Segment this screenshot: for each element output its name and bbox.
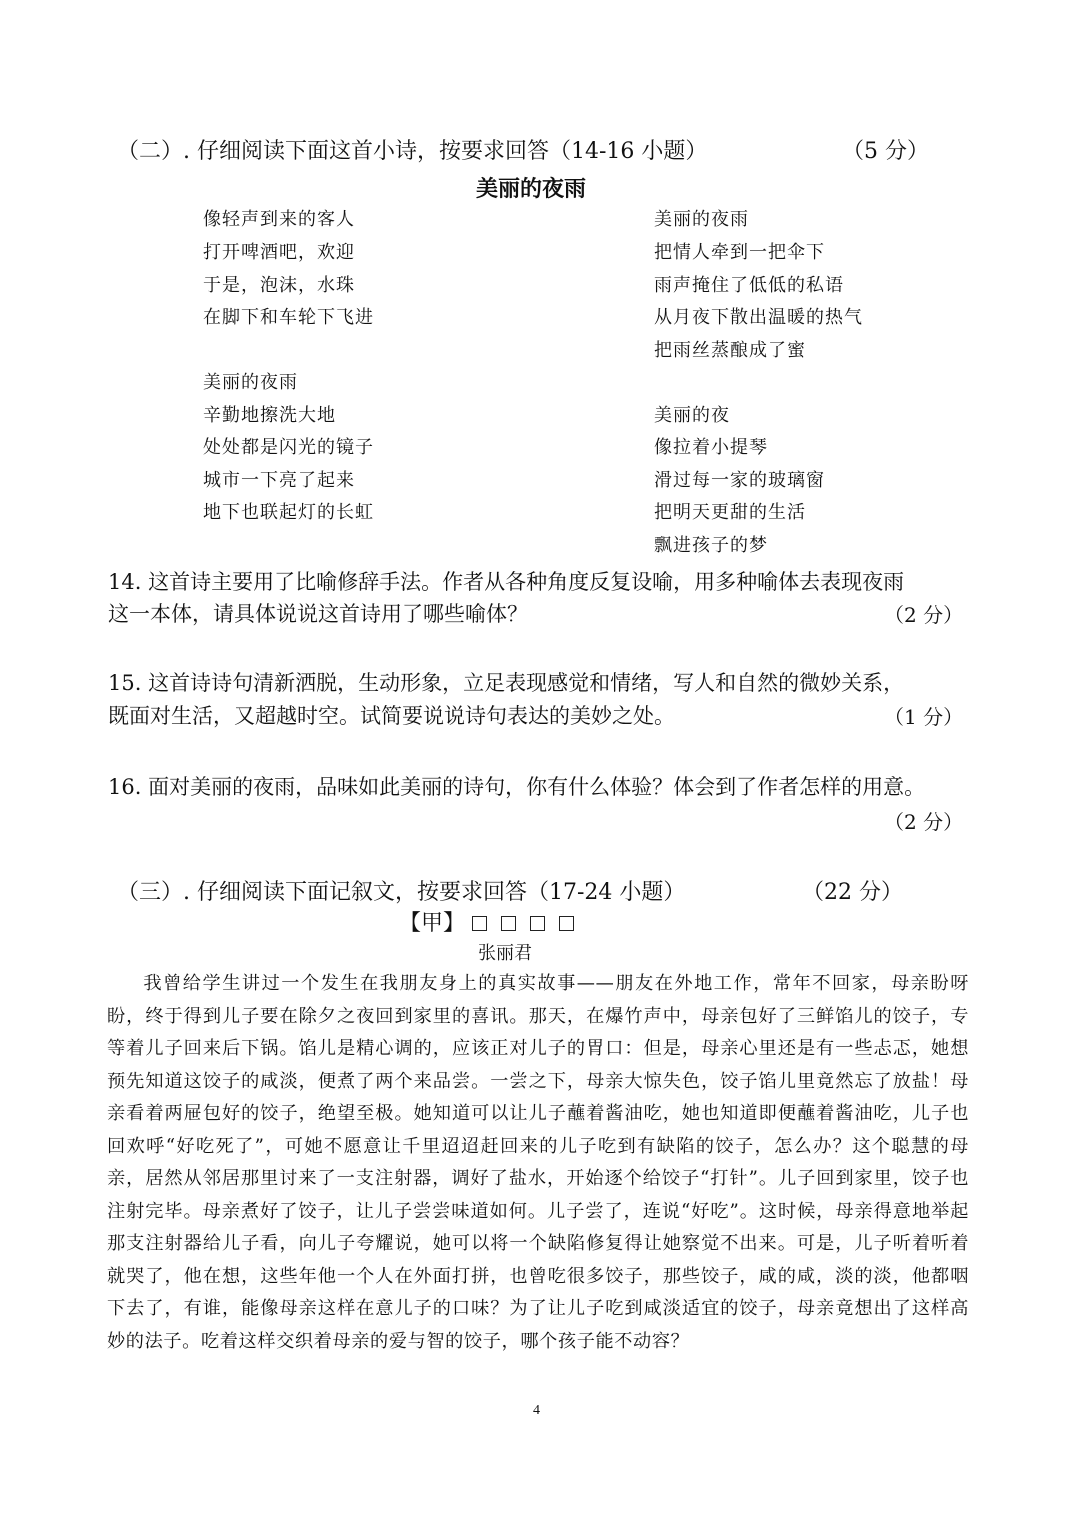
blank-box <box>530 916 545 931</box>
question-14-score: （2 分） <box>884 603 964 627</box>
poem-line: 把情人牵到一把伞下 <box>654 242 825 263</box>
question-14-line2: 这一本体，请具体说说这首诗用了哪些喻体？ <box>108 602 528 626</box>
author: 张丽君 <box>478 943 532 964</box>
poem-line: 像拉着小提琴 <box>654 437 768 458</box>
question-16-score: （2 分） <box>884 810 964 834</box>
question-14-line1: 14. 这首诗主要用了比喻修辞手法。作者从各种角度反复设喻，用多种喻体去表现夜雨 <box>108 570 905 594</box>
poem-line: 雨声掩住了低低的私语 <box>654 275 844 296</box>
poem-line: 地下也联起灯的长虹 <box>203 502 374 523</box>
poem-line: 美丽的夜 <box>654 405 730 426</box>
poem-line: 像轻声到来的客人 <box>203 209 355 230</box>
poem-line: 处处都是闪光的镜子 <box>203 437 374 458</box>
question-15-line1: 15. 这首诗诗句清新洒脱，生动形象，立足表现感觉和情绪，写人和自然的微妙关系， <box>108 671 905 695</box>
blank-box <box>559 916 574 931</box>
poem-line: 美丽的夜雨 <box>654 209 749 230</box>
poem-line: 辛勤地擦洗大地 <box>203 405 336 426</box>
poem-line: 滑过每一家的玻璃窗 <box>654 470 825 491</box>
poem-line: 飘进孩子的梦 <box>654 535 768 556</box>
poem-line: 把雨丝蒸酿成了蜜 <box>654 340 806 361</box>
poem-line: 把明天更甜的生活 <box>654 502 806 523</box>
poem-line: 城市一下亮了起来 <box>203 470 355 491</box>
blank-box <box>472 916 487 931</box>
poem-title: 美丽的夜雨 <box>476 177 587 202</box>
prose-title <box>399 906 588 937</box>
prose-body <box>107 968 969 1358</box>
question-15-line2: 既面对生活，又超越时空。试简要说说诗句表达的美妙之处。 <box>108 704 675 728</box>
section2-score: （5 分） <box>842 139 929 164</box>
section2-header: （二）. 仔细阅读下面这首小诗，按要求回答（14-16 小题） <box>117 139 708 164</box>
question-15-score: （1 分） <box>884 705 964 729</box>
prose-paragraph: 我曾给学生讲过一个发生在我朋友身上的真实故事——朋友在外地工作，常年不回家，母亲盼呀盼，终于得到儿子要在除夕之夜回到家里的喜讯。那天，在爆竹声中，母亲包好了三鲜馅儿的饺子，专等着儿子回来后下锅。馅儿是精心调的，应该正对儿子的胃口：但是，母亲心里还是有一些忐忑，她想预先知道这饺子的咸淡，便煮了两个来品尝。一尝之下，母亲大惊失色，饺子馅儿里竟然忘了放盐！母亲看着两屉包好的饺子，绝望至极。她知道可以让儿子蘸着酱油吃，她也知道即便蘸着酱油吃，儿子也回欢呼“好吃死了”，可她不愿意让千里迢迢赶回来的儿子吃到有缺陷的饺子，怎么办？这个聪慧的母亲，居然从邻居那里讨来了一支注射器，调好了盐水，开始逐个给饺子“打针”。儿子回到家里，饺子也注射完毕。母亲煮好了饺子，让儿子尝尝味道如何。儿子尝了，连说“好吃”。这时候，母亲得意地举起那支注射器给儿子看，向儿子夸耀说，她可以将一个缺陷修复得让她察觉不出来。可是，儿子听着听着就哭了，他在想，这些年他一个人在外面打拼，也曾吃很多饺子，那些饺子，咸的咸，淡的淡，他都咽下去了，有谁，能像母亲这样在意儿子的口味？为了让儿子吃到咸淡适宜的饺子，母亲竟想出了这样高妙的法子。吃着这样交织着母亲的爱与智的饺子，哪个孩子能不动容？ <box>107 973 969 1352</box>
poem-line: 于是，泡沫，水珠 <box>203 275 355 296</box>
question-16-line1: 16. 面对美丽的夜雨，品味如此美丽的诗句，你有什么体验？体会到了作者怎样的用意。 <box>108 775 926 799</box>
poem-line: 在脚下和车轮下飞进 <box>203 307 374 328</box>
poem-line: 打开啤酒吧，欢迎 <box>203 242 355 263</box>
poem-line: 美丽的夜雨 <box>203 372 298 393</box>
blank-box <box>501 916 516 931</box>
prose-title-prefix: 【甲】 <box>399 911 466 936</box>
section3-header: （三）. 仔细阅读下面记叙文，按要求回答（17-24 小题） <box>117 880 686 905</box>
poem-line: 从月夜下散出温暖的热气 <box>654 307 863 328</box>
section3-score: （22 分） <box>802 880 903 905</box>
page-number: 4 <box>533 1403 540 1418</box>
